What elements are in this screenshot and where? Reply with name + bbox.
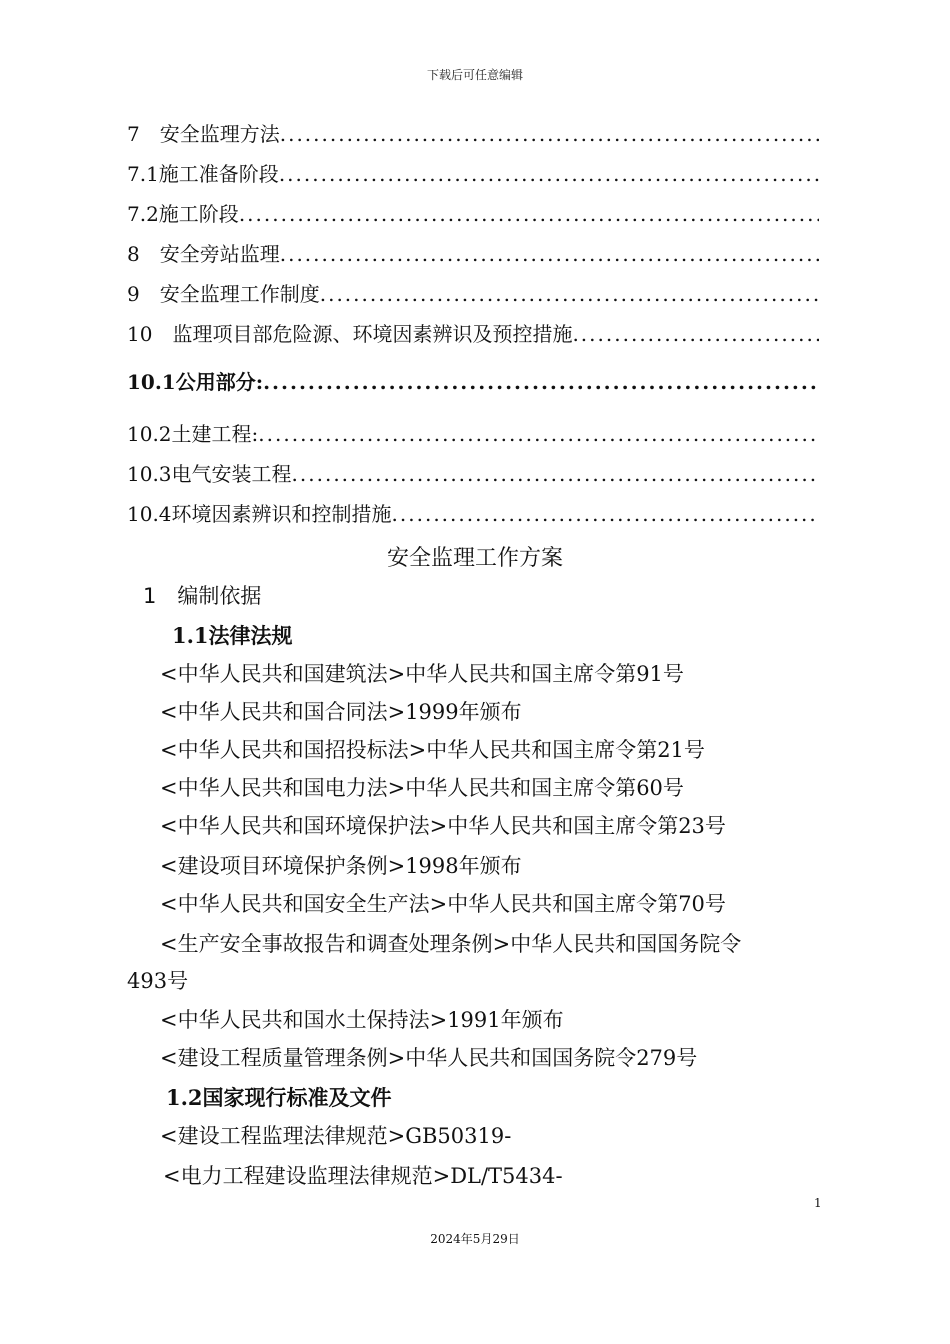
toc-leader-dots [320, 282, 819, 306]
toc-leader-dots [258, 422, 819, 446]
toc-entry[interactable] [127, 458, 819, 488]
list-item: <建设工程质量管理条例>中华人民共和国国务院令279号 [160, 1046, 698, 1070]
list-item: <中华人民共和国水土保持法>1991年颁布 [160, 1008, 564, 1032]
list-item: <建设项目环境保护条例>1998年颁布 [160, 854, 522, 878]
toc-entry-label: 7 安全监理方法 [127, 122, 280, 146]
list-item: <中华人民共和国电力法>中华人民共和国主席令第60号 [160, 776, 684, 800]
toc-entry-label: 8 安全旁站监理 [127, 242, 280, 266]
toc-entry-label: 10.3电气安装工程 [127, 462, 292, 486]
list-item-continuation: 493号 [127, 969, 189, 993]
toc-leader-dots [280, 242, 819, 266]
list-item: <中华人民共和国建筑法>中华人民共和国主席令第91号 [160, 662, 684, 686]
toc-leader-dots [392, 502, 819, 526]
toc-leader-dots [280, 122, 819, 146]
document-title: 安全监理工作方案 [386, 546, 563, 571]
list-item: <生产安全事故报告和调查处理条例>中华人民共和国国务院令 [160, 932, 742, 956]
footer-date: 2024年5月29日 [430, 1232, 520, 1246]
toc-entry-label: 7.2施工阶段 [127, 202, 239, 226]
toc-leader-dots [263, 370, 819, 394]
toc-leader-dots [572, 322, 819, 346]
toc-leader-dots [279, 162, 819, 186]
list-item: <建设工程监理法律规范>GB50319- [160, 1124, 512, 1148]
toc-entry[interactable] [127, 498, 819, 528]
toc-leader-dots [239, 202, 819, 226]
toc-entry-label: 10.4环境因素辨识和控制措施 [127, 502, 392, 526]
toc-entry[interactable] [127, 278, 819, 308]
toc-entry[interactable] [127, 158, 819, 188]
list-item: <中华人民共和国招投标法>中华人民共和国主席令第21号 [160, 738, 705, 762]
subsection-heading: 1.2国家现行标准及文件 [166, 1085, 392, 1110]
list-item: <中华人民共和国环境保护法>中华人民共和国主席令第23号 [160, 814, 726, 838]
toc-entry-label: 9 安全监理工作制度 [127, 282, 320, 306]
page-number: 1 [814, 1196, 822, 1210]
page-header: 下载后可任意编辑 [426, 68, 523, 82]
toc-entry[interactable] [127, 418, 819, 448]
list-item: <电力工程建设监理法律规范>DL/T5434- [163, 1164, 563, 1188]
toc-entry[interactable] [127, 238, 819, 268]
toc-leader-dots [292, 462, 819, 486]
list-item: <中华人民共和国安全生产法>中华人民共和国主席令第70号 [160, 892, 726, 916]
toc-entry-label: 10.1公用部分: [127, 370, 264, 394]
toc-entry[interactable] [127, 318, 819, 348]
list-item: <中华人民共和国合同法>1999年颁布 [160, 700, 522, 724]
subsection-heading: 1.1法律法规 [172, 623, 293, 648]
toc-entry-label: 10 监理项目部危险源、环境因素辨识及预控措施 [127, 322, 573, 346]
toc-entry-label: 10.2土建工程: [127, 422, 259, 446]
toc-entry-label: 7.1施工准备阶段 [127, 162, 279, 186]
section-heading: 1 编制依据 [143, 584, 262, 608]
toc-entry[interactable] [127, 118, 819, 148]
toc-entry[interactable] [127, 198, 819, 228]
toc-entry[interactable] [127, 366, 819, 396]
